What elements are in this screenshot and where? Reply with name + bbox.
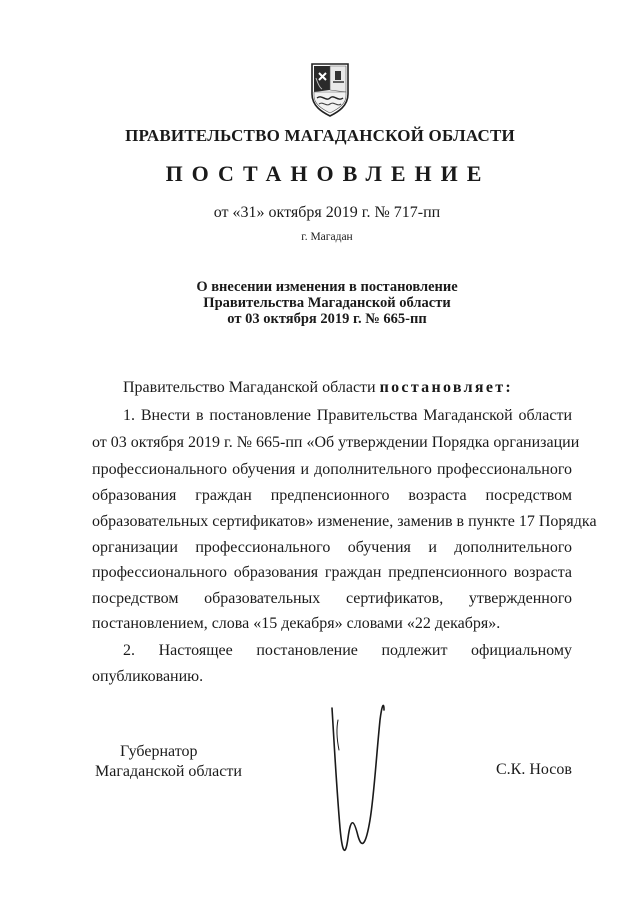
paragraph-line: профессионального образования граждан предпенсионного возраста bbox=[92, 564, 572, 581]
paragraph-line: образовательных сертификатов» изменение, заменив в пункте 17 Порядка bbox=[92, 513, 597, 530]
paragraph-line: 2. Настоящее постановление подлежит официальному bbox=[123, 642, 572, 659]
preamble-keyword: постановляет: bbox=[379, 379, 514, 396]
handwritten-signature-icon bbox=[318, 700, 398, 860]
preamble bbox=[123, 378, 573, 398]
subject-line: Правительства Магаданской области bbox=[203, 295, 451, 311]
paragraph-line: от 03 октября 2019 г. № 665-пп «Об утверждении Порядка организации bbox=[92, 434, 580, 451]
subject-line: от 03 октября 2019 г. № 665-пп bbox=[227, 311, 427, 327]
paragraph-line: профессионального обучения и дополнительного профессионального bbox=[92, 461, 572, 478]
document-date-number: от «31» октября 2019 г. № 717-пп bbox=[213, 204, 441, 221]
document-type-heading: ПОСТАНОВЛЕНИЕ bbox=[165, 161, 491, 186]
preamble-prefix: Правительство Магаданской области bbox=[123, 379, 376, 396]
paragraph-line: 1. Внести в постановление Правительства Магаданской области bbox=[123, 407, 572, 424]
magadan-coat-of-arms-icon bbox=[300, 58, 360, 118]
signer-name: С.К. Носов bbox=[496, 761, 572, 778]
signer-position-line: Магаданской области bbox=[95, 763, 242, 780]
subject-line: О внесении изменения в постановление bbox=[196, 279, 458, 295]
document-subject bbox=[0, 279, 640, 327]
paragraph-line: опубликованию. bbox=[92, 668, 204, 685]
paragraph-line: постановлением, слова «15 декабря» словами «22 декабря». bbox=[92, 615, 501, 632]
document-city: г. Магадан bbox=[301, 231, 353, 243]
signer-position-line: Губернатор bbox=[120, 743, 198, 760]
paragraph-line: посредством образовательных сертификатов, утвержденного bbox=[92, 590, 572, 607]
organization-title: ПРАВИТЕЛЬСТВО МАГАДАНСКОЙ ОБЛАСТИ bbox=[125, 126, 515, 145]
paragraph-line: образования граждан предпенсионного возраста посредством bbox=[92, 487, 572, 504]
paragraph-line: организации профессионального обучения и дополнительного bbox=[92, 539, 572, 556]
